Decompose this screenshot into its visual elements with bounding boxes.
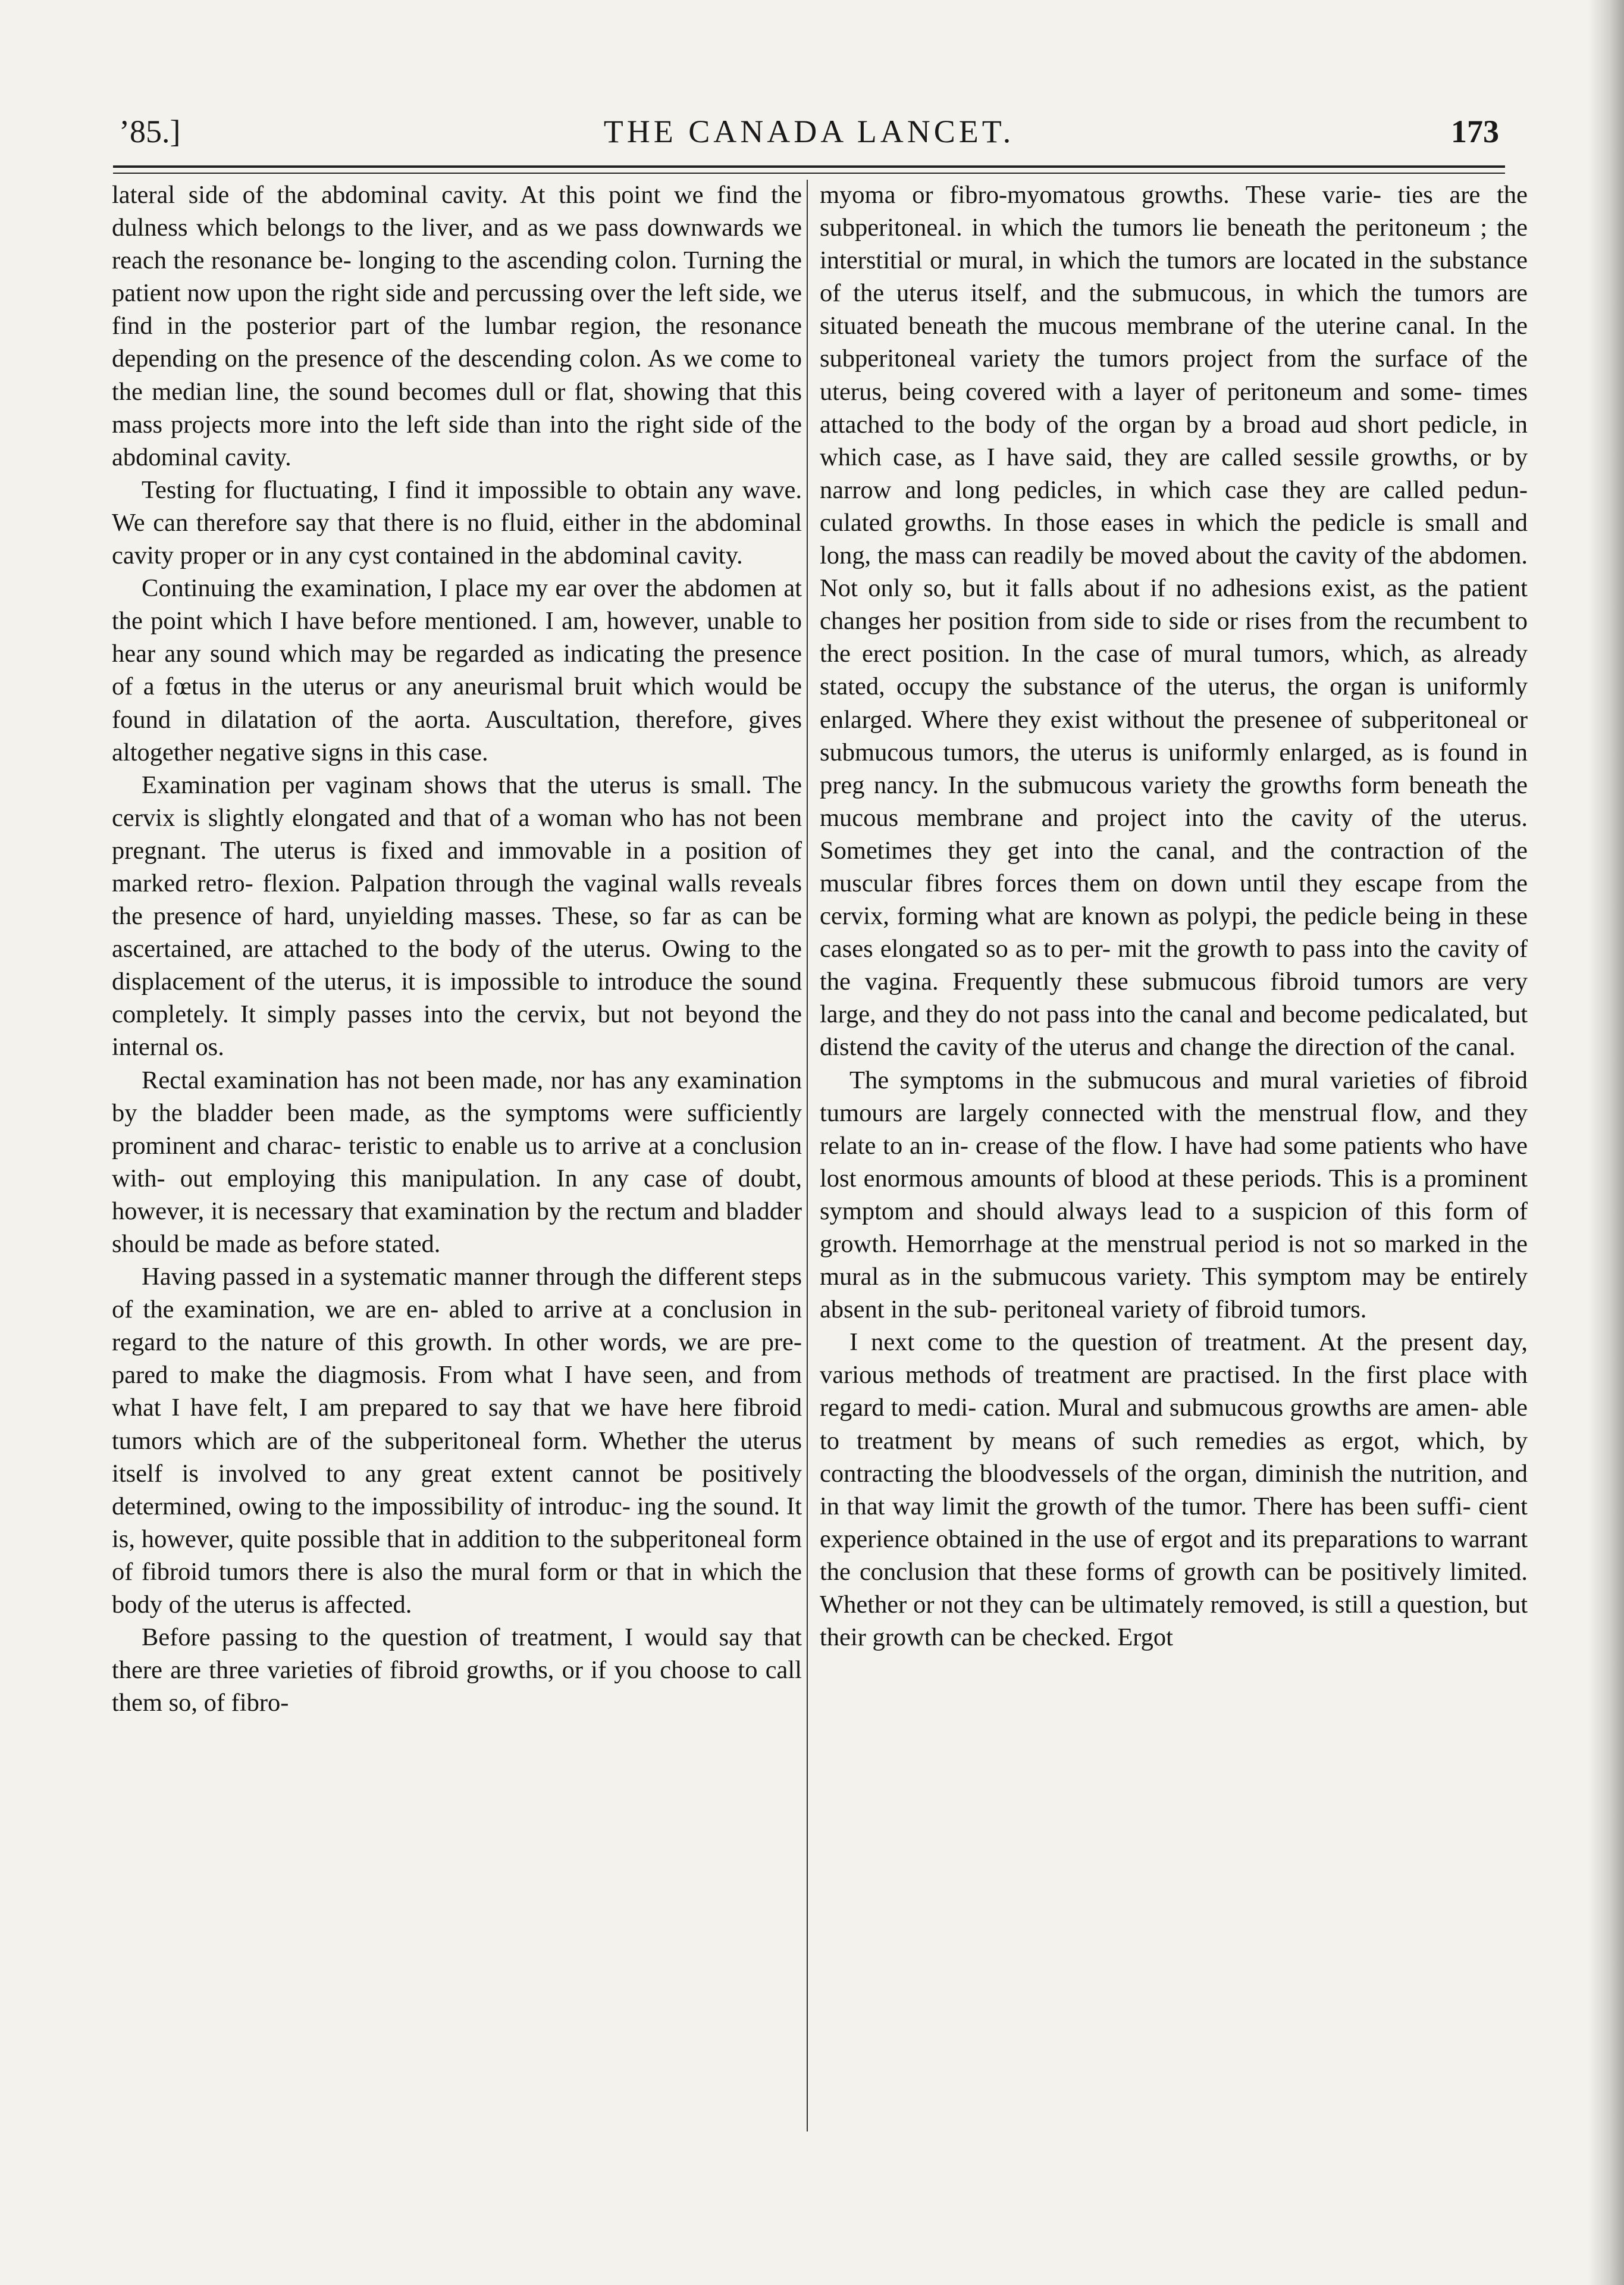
paragraph: I next come to the question of treatment. At the present day, various methods of treatment are practised. In the first place with regard to medi- cation. Mural and submucous growths are amen- able to treatment by means of such remedies as ergot, which, by contracting the bloodvessels of the organ, diminish the nutrition, and in that way limit the growth of the tumor. There has been suffi- cient experience obtained in the use of ergot and its preparations to warrant the conclusion that these forms of growth can be positively limited. Whether or not they can be ultimately removed, is still a question, but their growth can be checked. Ergot	[820, 1328, 1528, 1652]
paragraph: Continuing the examination, I place my ear over the abdomen at the point which I have before mentioned. I am, however, unable to hear any sound which may be regarded as indicating the presence of a fœtus in the uterus or any aneurismal bruit which would be found in dilatation of the aorta. Auscultation, therefore, gives altogether negative signs in this case.	[112, 574, 802, 766]
paragraph: lateral side of the abdominal cavity. At this point we find the dulness which belongs to the liver, and as we pass downwards we reach the resonance be- longing to the ascending colon. Turning the patient now upon the right side and percussing over the left side, we find in the posterior part of the lumbar region, the resonance depending on the presence of the descending colon. As we come to the median line, the sound becomes dull or flat, showing that this mass projects more into the left side than into the right side of the abdominal cavity.	[112, 181, 802, 471]
running-header	[119, 113, 1499, 161]
header-rule	[113, 165, 1505, 168]
paragraph: Rectal examination has not been made, nor has any examination by the bladder been made, as the symptoms were sufficiently prominent and charac- teristic to enable us to arrive at a conclusion with- out employing this manipulation. In any case of doubt, however, it is necessary that examination by the rectum and bladder should be made as before stated.	[112, 1066, 802, 1258]
journal-title: THE CANADA LANCET.	[603, 114, 1015, 149]
header-date: ’85.]	[119, 114, 181, 149]
left-column	[112, 179, 802, 1719]
header-rule-thin	[113, 173, 1505, 174]
right-column	[820, 179, 1528, 1654]
paragraph: Examination per vaginam shows that the uterus is small. The cervix is slightly elongated and that of a woman who has not been pregnant. The uterus is fixed and immovable in a position of marked retro- flexion. Palpation through the vaginal walls reveals the presence of hard, unyielding masses. These, so far as can be ascertained, are attached to the body of the uterus. Owing to the displacement of the uterus, it is impossible to introduce the sound completely. It simply passes into the cervix, but not beyond the internal os.	[112, 771, 802, 1062]
paragraph: myoma or fibro-myomatous growths. These varie- ties are the subperitoneal. in which the tumors lie beneath the peritoneum ; the interstitial or mural, in which the tumors are located in the substance of the uterus itself, and the submucous, in which the tumors are situated beneath the mucous membrane of the uterine canal. In the subperitoneal variety the tumors project from the surface of the uterus, being covered with a layer of peritoneum and some- times attached to the body of the organ by a broad aud short pedicle, in which case, as I have said, they are called sessile growths, or by narrow and long pedicles, in which case they are called pedun- culated growths. In those eases in which the pedicle is small and long, the mass can readily be moved about the cavity of the abdomen. Not only so, but it falls about if no adhesions exist, as the patient changes her position from side to side or rises from the recumbent to the erect position. In the case of mural tumors, which, as already stated, occupy the substance of the uterus, the organ is uniformly enlarged. Where they exist without the presenee of subperitoneal or submucous tumors, the uterus is uniformly enlarged, as is found in preg nancy. In the submucous variety the growths form beneath the mucous membrane and project into the cavity of the uterus. Sometimes they get into the canal, and the contraction of the muscular fibres forces them on down until they escape from the cervix, forming what are known as polypi, the pedicle being in these cases elongated so as to per- mit the growth to pass into the cavity of the vagina. Frequently these submucous fibroid tumors are very large, and they do not pass into the canal and become pedicalated, but distend the cavity of the uterus and change the direction of the canal.	[820, 181, 1528, 1062]
page-number: 173	[1451, 114, 1499, 149]
page-edge-shadow	[1588, 0, 1624, 2285]
paragraph: Having passed in a systematic manner through the different steps of the examination, we are en- abled to arrive at a conclusion in regard to the nature of this growth. In other words, we are pre- pared to make the diagmosis. From what I have seen, and from what I have felt, I am prepared to say that we have here fibroid tumors which are of the subperitoneal form. Whether the uterus itself is involved to any great extent cannot be positively determined, owing to the impossibility of introduc- ing the sound. It is, however, quite possible that in addition to the subperitoneal form of fibroid tumors there is also the mural form or that in which the body of the uterus is affected.	[112, 1263, 802, 1619]
paragraph: Before passing to the question of treatment, I would say that there are three varieties of fibroid growths, or if you choose to call them so, of fibro-	[112, 1623, 802, 1717]
paragraph: The symptoms in the submucous and mural varieties of fibroid tumours are largely connected with the menstrual flow, and they relate to an in- crease of the flow. I have had some patients who have lost enormous amounts of blood at these periods. This is a prominent symptom and should always lead to a suspicion of this form of growth. Hemorrhage at the menstrual period is not so marked in the mural as in the submucous variety. This symptom may be entirely absent in the sub- peritoneal variety of fibroid tumors.	[820, 1066, 1528, 1324]
paragraph: Testing for fluctuating, I find it impossible to obtain any wave. We can therefore say that there is no fluid, either in the abdominal cavity proper or in any cyst contained in the abdominal cavity.	[112, 475, 802, 570]
column-divider	[807, 180, 808, 2131]
